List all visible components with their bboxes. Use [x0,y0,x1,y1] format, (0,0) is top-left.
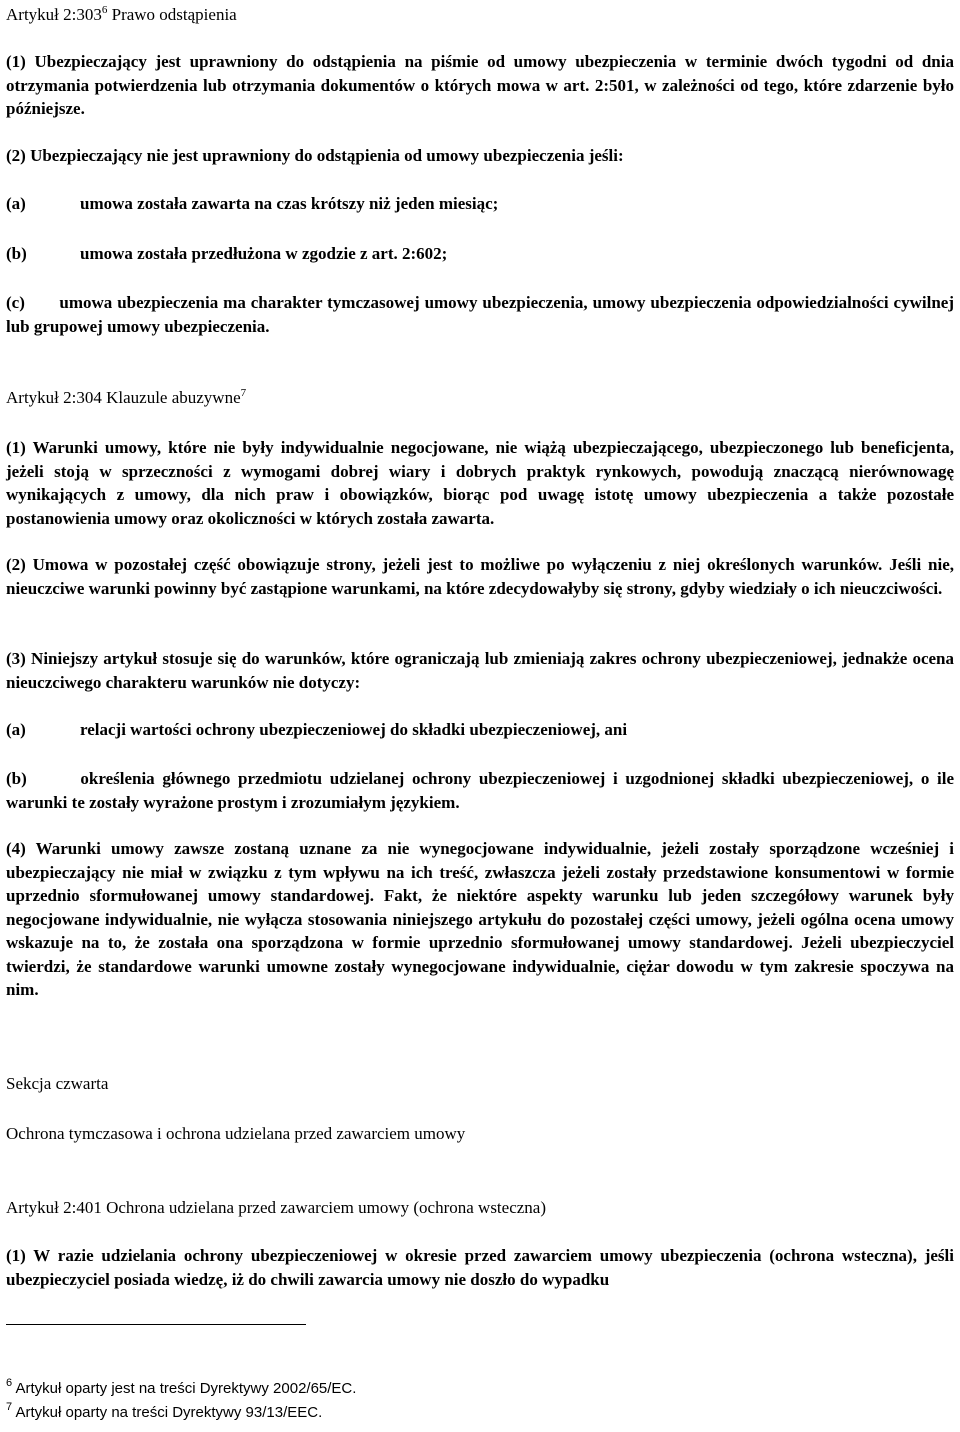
article-303-item-c: (c) umowa ubezpieczenia ma charakter tymczasowej umowy ubezpieczenia, umowy ubezpieczenia odpowiedzialności cywilnej lub grupowej umowy ubezpieczenia. [6,293,954,336]
item-label: (a) [6,720,26,739]
article-303-paragraph-2: (2) Ubezpieczający nie jest uprawniony do odstąpienia od umowy ubezpieczenia jeśli: [6,146,624,165]
section-heading: Sekcja czwarta [6,1074,109,1093]
article-303-number: Artykuł 2:303 [6,5,102,24]
footnote-6 [6,1377,357,1398]
article-304-paragraph-4: (4) Warunki umowy zawsze zostaną uznane za nie wynegocjowane indywidualnie, jeżeli zostały sporządzone wcześniej i ubezpieczający nie miał w związku z tym wpływu na ich treść, zwłaszcza jeżeli zostały przedstawione konsumentowi w formie uprzednio sformułowanej umowy standardowej. Fakt, że niektóre aspekty warunku lub jeden szczegółowy warunek były negocjowane indywidualnie, nie wyłącza stosowania niniejszego artykułu do pozostałej części umowy, jeżeli ogólna ocena umowy wskazuje na to, że została ona sporządzona w formie uprzednio sformułowanej umowy standardowej. Jeżeli ubezpieczyciel twierdzi, że standardowe warunki umowne zostały wynegocjowane indywidualnie, ciężar dowodu w tym zakresie spoczywa na nim. [6,839,954,999]
footnote-text: Artykuł oparty na treści Dyrektywy 93/13/EEC. [12,1404,323,1421]
article-304-title: Artykuł 2:304 Klauzule abuzywne [6,388,241,407]
footnote-number: 7 [6,1401,13,1413]
item-label: (b) [6,244,27,263]
section-subheading: Ochrona tymczasowa i ochrona udzielana przed zawarciem umowy [6,1124,466,1143]
footnote-ref-7: 7 [240,387,247,399]
footnote-number: 6 [6,1377,13,1389]
article-303-paragraph-1: (1) Ubezpieczający jest uprawniony do odstąpienia na piśmie od umowy ubezpieczenia w terminie dwóch tygodni od dnia otrzymania potwierdzenia lub otrzymania dokumentów o których mowa w art. 2:501, w zależności od tego, które zdarzenie było późniejsze. [6,52,954,118]
article-401-paragraph-1: (1) W razie udzielania ochrony ubezpieczeniowej w okresie przed zawarciem umowy ubezpieczenia (ochrona wsteczna), jeśli ubezpieczyciel posiada wiedzę, iż do chwili zawarcia umowy nie doszło do wypadku [6,1246,954,1289]
article-303-heading [6,3,954,27]
item-text: umowa została zawarta na czas krótszy niż jeden miesiąc; [80,194,499,213]
item-label: (a) [6,194,26,213]
footnote-text: Artykuł oparty jest na treści Dyrektywy 2002/65/EC. [12,1380,357,1397]
article-304-paragraph-2: (2) Umowa w pozostałej część obowiązuje strony, jeżeli jest to możliwe po wyłączeniu z niej określonych warunków. Jeśli nie, nieuczciwe warunki powinny być zastąpione warunkami, na które zdecydowałyby się strony, gdyby wiedziały o ich nieuczciwości. [6,555,954,598]
footnote-7 [6,1401,323,1422]
footnote-separator [6,1324,306,1325]
item-text: relacji wartości ochrony ubezpieczeniowej do składki ubezpieczeniowej, ani [80,720,628,739]
article-304-paragraph-1: (1) Warunki umowy, które nie były indywidualnie negocjowane, nie wiążą ubezpieczającego, ubezpieczonego lub beneficjenta, jeżeli stoją w sprzeczności z wymogami dobrej wiary i dobrych praktyk rynkowych, powodują znaczącą nierównowagę wynikających z umowy, dla nich praw i obowiązków, biorąc pod uwagę istotę umowy ubezpieczenia a także pozostałe postanowienia umowy oraz okoliczności w których została zawarta. [6,438,954,528]
item-text: umowa została przedłużona w zgodzie z art. 2:602; [80,244,448,263]
article-304-item-b: (b) określenia głównego przedmiotu udzielanej ochrony ubezpieczeniowej i uzgodnionej składki ubezpieczeniowej, o ile warunki te zostały wyrażone prostym i zrozumiałym językiem. [6,769,954,812]
article-304-heading [6,386,954,410]
article-304-paragraph-3: (3) Niniejszy artykuł stosuje się do warunków, które ograniczają lub zmieniają zakres ochrony ubezpieczeniowej, jednakże ocena nieuczciwego charakteru warunków nie dotyczy: [6,649,954,692]
article-303-title: Prawo odstąpienia [107,5,237,24]
footnote-ref-6: 6 [101,4,108,16]
article-401-heading: Artykuł 2:401 Ochrona udzielana przed zawarciem umowy (ochrona wsteczna) [6,1198,546,1217]
